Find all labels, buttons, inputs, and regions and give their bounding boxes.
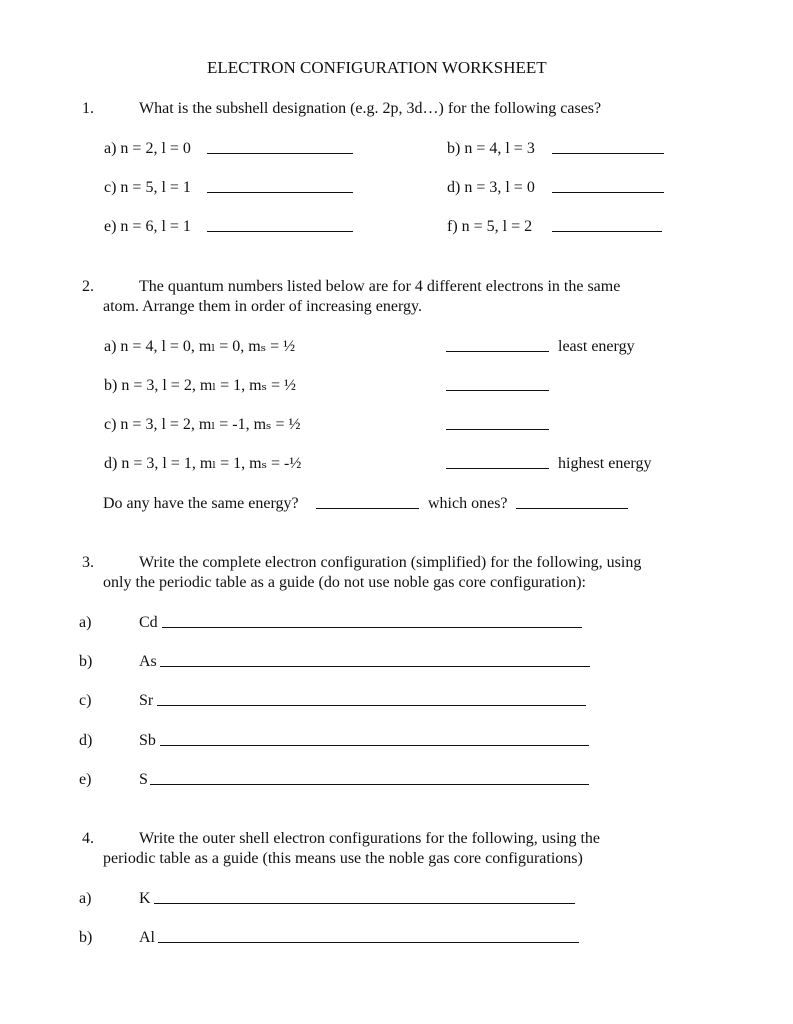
q3-item-e-answer-field[interactable] [150,770,589,791]
q1-item-d-answer-field[interactable] [552,178,664,199]
q3-item-a-element: Cd [139,614,158,631]
q1-item-c-label: c) n = 5, l = 1 [104,179,191,196]
q1-item-e-answer-field[interactable] [207,217,353,238]
q4-item-a-letter: a) [79,890,92,907]
q4-prompt-line1: Write the outer shell electron configurations for the following, using the [139,830,601,847]
q3-number: 3. [82,554,94,571]
q3-item-e-element: S [139,771,148,788]
q2-item-b-answer-field[interactable] [446,376,549,397]
q2-same-energy-answer-field[interactable] [316,494,419,515]
q1-number: 1. [82,100,94,117]
q4-item-a-element: K [139,890,151,907]
q3-item-a-answer-field[interactable] [162,613,582,634]
q4-item-b-element: Al [139,929,155,946]
q3-item-c-letter: c) [79,692,92,709]
q3-item-e-letter: e) [79,771,92,788]
q2-item-d-answer-field[interactable] [446,454,549,475]
q3-item-d-letter: d) [79,732,93,749]
q3-item-b-answer-field[interactable] [160,652,590,673]
q2-prompt-line1: The quantum numbers listed below are for 4 different electrons in the same [139,278,621,295]
q4-item-b-letter: b) [79,929,93,946]
q1-item-f-label: f) n = 5, l = 2 [447,218,533,235]
q1-item-b-answer-field[interactable] [552,139,664,160]
q2-item-d-label: d) n = 3, l = 1, mₗ = 1, mₛ = -½ [104,455,302,472]
q3-prompt-line1: Write the complete electron configuration (simplified) for the following, using [139,554,642,571]
q4-item-b-answer-field[interactable] [158,928,579,949]
q3-item-d-element: Sb [139,732,156,749]
q4-item-a-answer-field[interactable] [154,889,575,910]
q3-item-c-element: Sr [139,692,154,709]
q2-which-ones-answer-field[interactable] [516,494,628,515]
q1-item-d-label: d) n = 3, l = 0 [447,179,535,196]
q2-prompt-line2: atom. Arrange them in order of increasing energy. [103,298,422,315]
q2-item-c-label: c) n = 3, l = 2, mₗ = -1, mₛ = ½ [104,416,301,433]
q1-item-a-label: a) n = 2, l = 0 [104,140,191,157]
q2-number: 2. [82,278,94,295]
q4-number: 4. [82,830,94,847]
q3-item-b-element: As [139,653,157,670]
q1-prompt: What is the subshell designation (e.g. 2p, 3d…) for the following cases? [139,100,602,117]
q2-same-energy-question: Do any have the same energy? [103,495,299,512]
q2-item-d-note: highest energy [558,455,652,472]
q1-item-e-label: e) n = 6, l = 1 [104,218,191,235]
q2-which-ones-label: which ones? [428,495,508,512]
q1-item-c-answer-field[interactable] [207,178,353,199]
q1-item-a-answer-field[interactable] [207,139,353,160]
q3-item-b-letter: b) [79,653,93,670]
q1-item-b-label: b) n = 4, l = 3 [447,140,535,157]
q2-item-c-answer-field[interactable] [446,415,549,436]
q3-item-a-letter: a) [79,614,92,631]
q2-item-b-label: b) n = 3, l = 2, mₗ = 1, mₛ = ½ [104,377,297,394]
q2-item-a-label: a) n = 4, l = 0, mₗ = 0, mₛ = ½ [104,338,296,355]
q2-item-a-answer-field[interactable] [446,337,549,358]
q4-prompt-line2: periodic table as a guide (this means use the noble gas core configurations) [103,850,583,867]
q3-item-c-answer-field[interactable] [157,691,586,712]
q2-item-a-note: least energy [558,338,635,355]
q1-item-f-answer-field[interactable] [552,217,662,238]
worksheet-title: ELECTRON CONFIGURATION WORKSHEET [207,58,547,77]
q3-prompt-line2: only the periodic table as a guide (do not use noble gas core configuration): [103,574,586,591]
q3-item-d-answer-field[interactable] [160,731,589,752]
